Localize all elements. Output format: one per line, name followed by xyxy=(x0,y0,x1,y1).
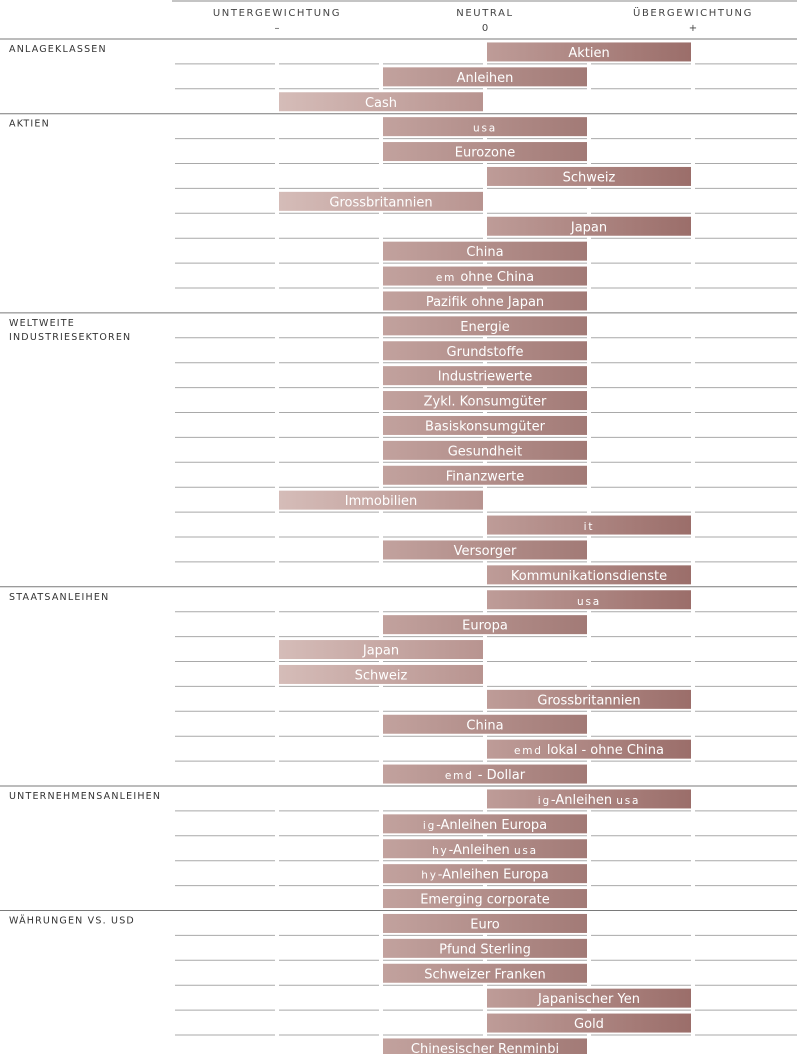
bar-label: Kommunikationsdienste xyxy=(510,568,668,584)
bar-label: it xyxy=(583,521,595,534)
bar-label: emd lokal - ohne China xyxy=(514,743,664,759)
header-minus: – xyxy=(274,23,280,34)
bar-label: Finanzwerte xyxy=(445,469,525,485)
bar-label: Europa xyxy=(462,618,508,634)
bar-label: Industriewerte xyxy=(437,369,533,385)
bar-label: Grundstoffe xyxy=(446,344,524,360)
section-title: AKTIEN xyxy=(9,118,50,130)
header-plus: + xyxy=(688,23,698,34)
bar-label: Schweiz xyxy=(354,668,408,684)
bar-label: Euro xyxy=(470,917,500,933)
bar-label: Energie xyxy=(460,319,510,335)
section-title: WÄHRUNGEN VS. USD xyxy=(9,915,135,927)
bar-label: Emerging corporate xyxy=(420,892,550,908)
bar-label: hy-Anleihen usa xyxy=(432,842,538,858)
bar-label: Gold xyxy=(574,1017,604,1033)
header-under: UNTERGEWICHTUNG xyxy=(212,8,342,19)
bar-label: Japanischer Yen xyxy=(538,992,640,1008)
bar-label: China xyxy=(466,245,504,261)
bar-label: Basiskonsumgüter xyxy=(425,419,545,435)
header-over: ÜBERGEWICHTUNG xyxy=(633,8,753,19)
bar-label: Versorger xyxy=(453,543,517,559)
bar-label: em ohne China xyxy=(435,270,535,286)
header-zero: 0 xyxy=(481,23,489,34)
bar-label: usa xyxy=(473,122,497,135)
section-title: STAATSANLEIHEN xyxy=(9,591,110,603)
bar-label: Japan xyxy=(570,220,608,236)
bar-label: China xyxy=(466,718,504,734)
bar-label: Gesundheit xyxy=(447,444,523,460)
section-title: ANLAGEKLASSEN xyxy=(9,44,107,55)
bar-label: usa xyxy=(577,595,601,608)
bar-label: Chinesischer Renminbi xyxy=(410,1041,560,1054)
section-title: INDUSTRIESEKTOREN xyxy=(9,331,132,343)
bar-label: Pfund Sterling xyxy=(439,942,531,958)
bar-label: Japan xyxy=(362,643,400,659)
section-title: WELTWEITE xyxy=(9,317,75,329)
bar-label: emd - Dollar xyxy=(444,768,526,784)
section-title: UNTERNEHMENSANLEIHEN xyxy=(9,791,162,802)
bar-label: Anleihen xyxy=(456,70,514,86)
chart-rows xyxy=(0,39,797,1054)
bar-label: Schweizer Franken xyxy=(424,967,546,983)
bar-label: Grossbritannien xyxy=(537,693,641,709)
bar-label: ig-Anleihen Europa xyxy=(422,817,548,833)
bar-label: Schweiz xyxy=(562,170,616,186)
bar-label: Aktien xyxy=(568,45,610,61)
header-neutral: NEUTRAL xyxy=(456,8,514,19)
bar-label: Pazifik ohne Japan xyxy=(425,294,545,310)
bar-label: Zykl. Konsumgüter xyxy=(423,394,547,410)
bar-label: hy-Anleihen Europa xyxy=(421,867,549,883)
bar-label: Eurozone xyxy=(454,145,516,161)
bar-label: ig-Anleihen usa xyxy=(537,792,641,808)
bar-label: Cash xyxy=(364,95,398,111)
bar-label: Grossbritannien xyxy=(329,195,433,211)
bar-label: Immobilien xyxy=(344,494,418,510)
